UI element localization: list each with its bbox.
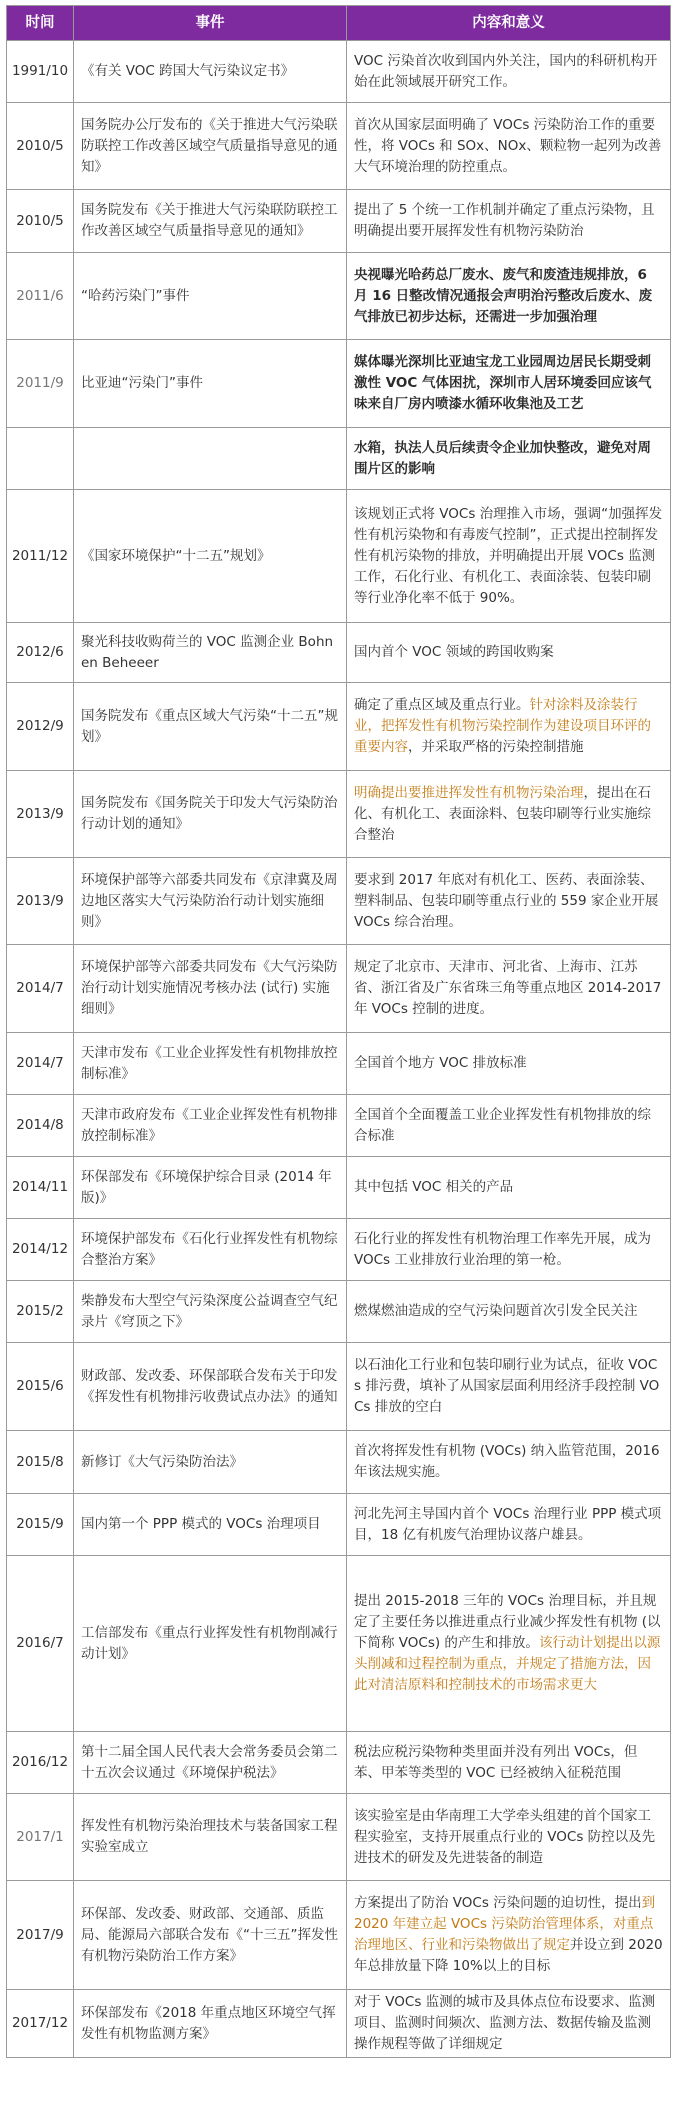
- highlight-text: 到 2020 年建立起 VOCs 污染防治管理体系，对重点治理地区、行业和污染物做出了规定: [354, 1895, 656, 1953]
- row-time: 1991/10: [7, 41, 74, 103]
- table-row: [7, 1219, 671, 1281]
- row-event: 比亚迪“污染门”事件: [74, 340, 347, 428]
- row-event: 工信部发布《重点行业挥发性有机物削减行动计划》: [74, 1556, 347, 1732]
- table-row: [7, 858, 671, 945]
- table-row: [7, 1881, 671, 1990]
- row-content: [347, 683, 671, 771]
- row-content: 首次从国家层面明确了 VOCs 污染防治工作的重要性，将 VOCs 和 SOx、NOx、颗粒物一起列为改善大气环境治理的防控重点。: [347, 103, 671, 190]
- row-content: 央视曝光哈药总厂废水、废气和废渣违规排放，6 月 16 日整改情况通报会声明治污整改后废水、废气排放已初步达标，还需进一步加强治理: [347, 253, 671, 340]
- highlight-text: 明确提出要推进挥发性有机物污染治理: [354, 784, 584, 801]
- row-event: 国内第一个 PPP 模式的 VOCs 治理项目: [74, 1494, 347, 1556]
- content-text: 提出 2015-2018 三年的 VOCs 治理目标，并且规定了主要任务以推进重点行业减少挥发性有机物 (以下简称 VOCs) 的产生和排放。: [354, 1593, 661, 1651]
- table-row: [7, 253, 671, 340]
- row-content: 国内首个 VOC 领域的跨国收购案: [347, 623, 671, 683]
- table-row: [7, 1431, 671, 1494]
- row-time: 2015/2: [7, 1281, 74, 1343]
- row-event: 《有关 VOC 跨国大气污染议定书》: [74, 41, 347, 103]
- table-header-row: [7, 6, 671, 41]
- table-row: [7, 1990, 671, 2058]
- row-time: 2017/9: [7, 1881, 74, 1990]
- row-content: 该实验室是由华南理工大学牵头组建的首个国家工程实验室，支持开展重点行业的 VOCs 防控以及先进技术的研发及先进装备的制造: [347, 1794, 671, 1881]
- content-text: 并设立到 2020 年总排放量下降 10%以上的目标: [354, 1937, 663, 1974]
- table-row: [7, 1157, 671, 1219]
- header-content: 内容和意义: [347, 6, 671, 41]
- table-row: [7, 1732, 671, 1794]
- row-event: 环境保护部等六部委共同发布《京津冀及周边地区落实大气污染防治行动计划实施细则》: [74, 858, 347, 945]
- row-event: 挥发性有机物污染治理技术与装备国家工程实验室成立: [74, 1794, 347, 1881]
- row-time: 2011/12: [7, 490, 74, 623]
- row-content: 对于 VOCs 监测的城市及具体点位布设要求、监测项目、监测时间频次、监测方法、数据传输及监测操作规程等做了详细规定: [347, 1990, 671, 2058]
- table-row: [7, 428, 671, 490]
- row-event: 第十二届全国人民代表大会常务委员会第二十五次会议通过《环境保护税法》: [74, 1732, 347, 1794]
- row-time: 2017/1: [7, 1794, 74, 1881]
- table-row: [7, 1281, 671, 1343]
- row-time: 2010/5: [7, 190, 74, 253]
- content-text: 确定了重点区域及重点行业。: [354, 697, 530, 713]
- row-content: 媒体曝光深圳比亚迪宝龙工业园周边居民长期受刺激性 VOC 气体困扰，深圳市人居环境委回应该气味来自厂房内喷漆水循环收集池及工艺: [347, 340, 671, 428]
- content-text: 方案提出了防治 VOCs 污染问题的迫切性，提出: [354, 1895, 642, 1911]
- row-content: 水箱，执法人员后续责令企业加快整改，避免对周围片区的影响: [347, 428, 671, 490]
- table-row: [7, 1033, 671, 1095]
- header-event: 事件: [74, 6, 347, 41]
- row-content: 石化行业的挥发性有机物治理工作率先开展，成为 VOCs 工业排放行业治理的第一枪。: [347, 1219, 671, 1281]
- row-time: 2011/9: [7, 340, 74, 428]
- row-time: 2013/9: [7, 858, 74, 945]
- row-content: 该规划正式将 VOCs 治理推入市场，强调“加强挥发性有机污染物和有毒废气控制”，正式提出控制挥发性有机污染物的排放，并明确提出开展 VOCs 监测工作，石化行业、有机化工、表面涂装、包装印刷等行业净化率不低于 90%。: [347, 490, 671, 623]
- row-event: 天津市政府发布《工业企业挥发性有机物排放控制标准》: [74, 1095, 347, 1157]
- row-content: [347, 1556, 671, 1732]
- row-content: [347, 1881, 671, 1990]
- row-time: 2014/12: [7, 1219, 74, 1281]
- row-content: 河北先河主导国内首个 VOCs 治理行业 PPP 模式项目，18 亿有机废气治理协议落户雄县。: [347, 1494, 671, 1556]
- row-time: 2014/7: [7, 945, 74, 1033]
- row-time: 2016/7: [7, 1556, 74, 1732]
- table-row: [7, 1494, 671, 1556]
- row-content: 以石油化工行业和包装印刷行业为试点，征收 VOCs 排污费，填补了从国家层面利用经济手段控制 VOCs 排放的空白: [347, 1343, 671, 1431]
- row-content: 全国首个地方 VOC 排放标准: [347, 1033, 671, 1095]
- table-row: [7, 103, 671, 190]
- highlight-text: 该行动计划提出以源头削减和过程控制为重点，并规定了措施方法，因此对清洁原料和控制技术的市场需求更大: [354, 1635, 661, 1693]
- row-time: [7, 428, 74, 490]
- highlight-text: 针对涂料及涂装行业，把挥发性有机物污染控制作为建设项目环评的重要内容: [354, 697, 651, 755]
- row-content: 燃煤燃油造成的空气污染问题首次引发全民关注: [347, 1281, 671, 1343]
- table-row: [7, 623, 671, 683]
- voc-policy-timeline-table: [6, 5, 671, 2058]
- row-time: 2015/6: [7, 1343, 74, 1431]
- table-row: [7, 1343, 671, 1431]
- table-row: [7, 41, 671, 103]
- row-content: 提出了 5 个统一工作机制并确定了重点污染物，且明确提出要开展挥发性有机物污染防治: [347, 190, 671, 253]
- table-row: [7, 1794, 671, 1881]
- row-event: 新修订《大气污染防治法》: [74, 1431, 347, 1494]
- row-event: 柴静发布大型空气污染深度公益调查空气纪录片《穹顶之下》: [74, 1281, 347, 1343]
- row-time: 2013/9: [7, 771, 74, 858]
- table-row: [7, 945, 671, 1033]
- row-content: 要求到 2017 年底对有机化工、医药、表面涂装、塑料制品、包装印刷等重点行业的 559 家企业开展 VOCs 综合治理。: [347, 858, 671, 945]
- row-content: 首次将挥发性有机物 (VOCs) 纳入监管范围，2016 年该法规实施。: [347, 1431, 671, 1494]
- row-content: [347, 771, 671, 858]
- row-event: 国务院发布《国务院关于印发大气污染防治行动计划的通知》: [74, 771, 347, 858]
- row-event: 天津市发布《工业企业挥发性有机物排放控制标准》: [74, 1033, 347, 1095]
- row-event: 财政部、发改委、环保部联合发布关于印发《挥发性有机物排污收费试点办法》的通知: [74, 1343, 347, 1431]
- row-time: 2014/11: [7, 1157, 74, 1219]
- row-event: 国务院发布《重点区域大气污染“十二五”规划》: [74, 683, 347, 771]
- row-event: 国务院办公厅发布的《关于推进大气污染联防联控工作改善区域空气质量指导意见的通知》: [74, 103, 347, 190]
- table-row: [7, 340, 671, 428]
- table-row: [7, 490, 671, 623]
- row-time: 2017/12: [7, 1990, 74, 2058]
- row-event: 环保部发布《2018 年重点地区环境空气挥发性有机物监测方案》: [74, 1990, 347, 2058]
- table-row: [7, 1556, 671, 1732]
- row-content: 其中包括 VOC 相关的产品: [347, 1157, 671, 1219]
- row-time: 2012/6: [7, 623, 74, 683]
- row-event: 国务院发布《关于推进大气污染联防联控工作改善区域空气质量指导意见的通知》: [74, 190, 347, 253]
- row-event: 环保部、发改委、财政部、交通部、质监局、能源局六部联合发布《“十三五”挥发性有机物污染防治工作方案》: [74, 1881, 347, 1990]
- row-time: 2014/7: [7, 1033, 74, 1095]
- row-event: 环境保护部等六部委共同发布《大气污染防治行动计划实施情况考核办法 (试行) 实施细则》: [74, 945, 347, 1033]
- content-text: ，提出在石化、有机化工、表面涂料、包装印刷等行业实施综合整治: [354, 784, 651, 843]
- row-content: VOC 污染首次收到国内外关注，国内的科研机构开始在此领域展开研究工作。: [347, 41, 671, 103]
- row-content: 规定了北京市、天津市、河北省、上海市、江苏省、浙江省及广东省珠三角等重点地区 2014-2017 年 VOCs 控制的进度。: [347, 945, 671, 1033]
- row-event: 环保部发布《环境保护综合目录 (2014 年版)》: [74, 1157, 347, 1219]
- row-event: 《国家环境保护“十二五”规划》: [74, 490, 347, 623]
- row-time: 2015/8: [7, 1431, 74, 1494]
- row-event: [74, 428, 347, 490]
- row-time: 2012/9: [7, 683, 74, 771]
- row-time: 2010/5: [7, 103, 74, 190]
- table-row: [7, 190, 671, 253]
- row-event: 聚光科技收购荷兰的 VOC 监测企业 Bohnen Beheeer: [74, 623, 347, 683]
- row-content: 全国首个全面覆盖工业企业挥发性有机物排放的综合标准: [347, 1095, 671, 1157]
- row-time: 2016/12: [7, 1732, 74, 1794]
- row-event: “哈药污染门”事件: [74, 253, 347, 340]
- content-text: ，并采取严格的污染控制措施: [408, 739, 584, 755]
- table-row: [7, 683, 671, 771]
- row-time: 2014/8: [7, 1095, 74, 1157]
- row-event: 环境保护部发布《石化行业挥发性有机物综合整治方案》: [74, 1219, 347, 1281]
- header-time: 时间: [7, 6, 74, 41]
- table-row: [7, 771, 671, 858]
- row-time: 2011/6: [7, 253, 74, 340]
- row-content: 税法应税污染物种类里面并没有列出 VOCs，但苯、甲苯等类型的 VOC 已经被纳入征税范围: [347, 1732, 671, 1794]
- row-time: 2015/9: [7, 1494, 74, 1556]
- table-row: [7, 1095, 671, 1157]
